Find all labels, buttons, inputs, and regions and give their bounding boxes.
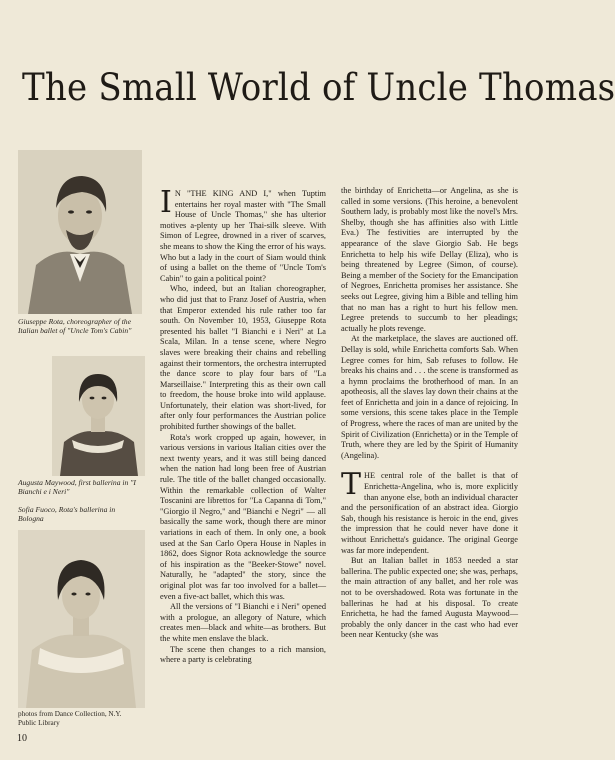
paragraph: Who, indeed, but an Italian choreographer, who did just that to Franz Josef of Austria, when that Emperor extended his rule rather too far south. On November 10, 1953, Giuseppe Rota presented his ballet "I Bianchi e i Neri" at La Scala, Milan. In a tense scene, where Negro slaves were breaking their chains and rebelling against their tormentors, the orchestra interrupted the dance score to play four bars of "La Marseillaise." Interpreting this as their own call to freedom, the house broke into wild applause. Unfortunately, their elation was short-lived, for after only four performances the Austrian police prohibited further showings of the ballet. bbox=[160, 284, 326, 432]
paragraph: THE central role of the ballet is that of Enrichetta-Angelina, who is, more explicitly than anyone else, both an individual character and the personification of an abstract idea. Giorgio Sab, though his resistance is heroic in the end, gives the impression that he could never have done it without Enrichetta's guidance. The original George was far more independent. bbox=[341, 467, 518, 555]
paragraph: The scene then changes to a rich mansion, where a party is celebrating bbox=[160, 644, 326, 665]
page-number: 10 bbox=[17, 733, 27, 744]
paragraph: Rota's work cropped up again, however, in various versions in various Italian cities over the next twenty years, and it was still being danced when the nation had long been free of Austrian rule. The title of the ballet changed occasionally. Within the remarkable collection of Walter Toscanini are librettos for "La Capanna di Tom," "Giorgio il Negro," and "Bianchi e Negri" — all basically the same work, though there are minor variations in each of them. In only one, a book used at the San Carlo Opera House in Naples in 1862, does Signor Rota acknowledge the source of his inspiration as the "Beeker-Stowe" novel. Naturally, he "adapted" the story, since the original plot was far too involved for a ballet—even a five-act ballet, which this was. bbox=[160, 432, 326, 601]
article-title: The Small World of Uncle Thomas bbox=[22, 66, 615, 109]
portrait-giuseppe-rota bbox=[18, 150, 142, 314]
paragraph: the birthday of Enrichetta—or Angelina, as she is called in some versions. (This heroine, a benevolent Southern lady, is probably most like the novel's Mrs. Shelby, though she has affinities also with Little Eva.) The festivities are interrupted by the appearance of the slave Giorgio Sab. He begs Enrichetta to help his wife Dellay (Eliza), who is being threatened by Legree (Simon, of course). Being a member of the Society for the Emancipation of Negroes, Enrichetta promises her assistance. She seeks out Legree, giving him a Bible and telling him that no man has a right to hurt his fellow men. Legree pretends to succumb to her pleadings; actually he plots revenge. bbox=[341, 186, 518, 333]
paragraph: All the versions of "I Bianchi e i Neri" opened with a prologue, an allegory of Nature, which creates men—black and white—as brothers. But the white men enslave the black. bbox=[160, 602, 326, 643]
caption-rota: Giuseppe Rota, choreographer of the Italian ballet of "Uncle Tom's Cabin" bbox=[18, 317, 132, 336]
caption-fuoco: Sofia Fuoco, Rota's ballerina in Bologna bbox=[18, 505, 116, 524]
drop-cap: I bbox=[160, 185, 172, 220]
drop-cap: T bbox=[341, 467, 362, 503]
article-column-1 bbox=[160, 185, 326, 666]
portrait-augusta-maywood bbox=[52, 356, 145, 476]
portrait-sofia-fuoco bbox=[18, 530, 145, 708]
caption-maywood: Augusta Maywood, first ballerina in "I Bianchi e i Neri" bbox=[18, 478, 136, 497]
article-column-2 bbox=[341, 186, 518, 641]
photo-credit: photos from Dance Collection, N.Y. Public Library bbox=[18, 710, 122, 727]
paragraph: At the marketplace, the slaves are auctioned off. Dellay is sold, while Enrichetta comforts Sab. When Legree comes for him, Sab refuses to follow. He breaks his chains and . . . the scene is transformed as a hymn proclaims the brotherhood of man. In an apotheosis, all the slaves lay down their chains at the feet of Enrichetta and join in a dance of rejoicing. In some versions, this scene takes place in the Temple of Progress, where the races of man are united by the Spirit of Civilization (Enrichetta) or in the Temple of Truth, where they are led by the Spirit of Humanity (Angelina). bbox=[341, 334, 518, 460]
paragraph: But an Italian ballet in 1853 needed a star ballerina. The public expected one; she was, perhaps, the main attraction of any ballet, and her role was not to be overshadowed. Rota was fortunate in the ballerinas he had at his disposal. To create Enrichetta, he had the famed Augusta Maywood—probably the only dancer in the cast who had ever been near Kentucky (she was bbox=[341, 556, 518, 640]
paragraph: I N "THE KING AND I," when Tuptim entertains her royal master with "The Small House of Uncle Thomas," she has ulterior motives a-plenty up her Thai-silk sleeve. With Simon of Legree, drowned in a river of scarves, she means to show the King the error of his ways. Who but a lady in the court of Siam would think of using a ballet on the theme of "Uncle Tom's Cabin" to gain a political point? bbox=[160, 185, 326, 283]
